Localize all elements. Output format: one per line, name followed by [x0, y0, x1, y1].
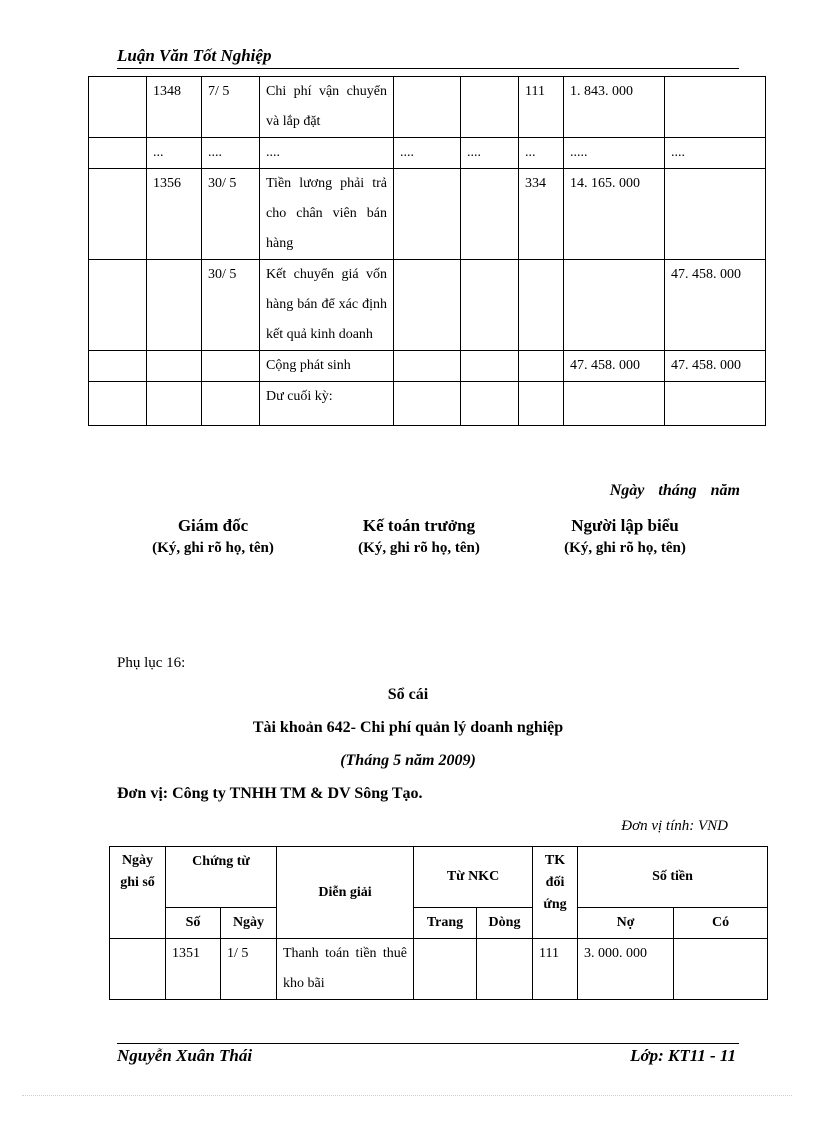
table-cell: 47. 458. 000 — [665, 260, 766, 351]
table-cell — [89, 169, 147, 260]
table-cell — [461, 351, 519, 382]
table-cell — [89, 138, 147, 169]
footer-author: Nguyễn Xuân Thái — [117, 1046, 253, 1065]
signature-role: Kế toán trưởng — [362, 516, 476, 535]
table-cell — [461, 382, 519, 426]
table-cell — [519, 260, 564, 351]
table-cell: 47. 458. 000 — [665, 351, 766, 382]
header-credit: Có — [674, 908, 768, 939]
date-line: Ngày tháng năm — [609, 482, 740, 499]
table-cell — [202, 351, 260, 382]
currency-unit: Đơn vị tính: VND — [621, 818, 728, 834]
table-cell: Kết chuyển giá vốn hàng bán để xác định kết quả kinh doanh — [260, 260, 394, 351]
header-posting-date: Ngày ghi sổ — [110, 847, 166, 939]
table-cell: 334 — [519, 169, 564, 260]
signature-note: (Ký, ghi rõ họ, tên) — [152, 540, 274, 556]
table-cell: Dư cuối kỳ: — [260, 382, 394, 426]
table-cell — [665, 382, 766, 426]
footer-rule — [117, 1043, 739, 1044]
table-cell — [89, 77, 147, 138]
table-row — [89, 169, 766, 260]
table-cell: 1351 — [166, 939, 221, 1000]
table-cell: 1356 — [147, 169, 202, 260]
table-cell: 1. 843. 000 — [564, 77, 665, 138]
header-description: Diễn giải — [277, 847, 414, 939]
table-cell — [89, 260, 147, 351]
header-voucher: Chứng từ — [166, 847, 277, 908]
signature-role: Giám đốc — [177, 516, 249, 535]
signature-role: Người lập biểu — [571, 516, 679, 535]
table-cell: ... — [519, 138, 564, 169]
table-cell — [461, 260, 519, 351]
table-cell — [89, 351, 147, 382]
table-cell — [110, 939, 166, 1000]
table-cell: ... — [147, 138, 202, 169]
table-cell — [564, 382, 665, 426]
table-cell: 111 — [533, 939, 578, 1000]
header-number: Số — [166, 908, 221, 939]
period-title: (Tháng 5 năm 2009) — [340, 752, 476, 769]
table-cell — [147, 351, 202, 382]
table-cell: 1348 — [147, 77, 202, 138]
appendix-label: Phụ lục 16: — [117, 655, 186, 671]
table-cell — [394, 351, 461, 382]
header-tk: TK đối ứng — [533, 847, 578, 939]
header-journal: Từ NKC — [414, 847, 533, 908]
table-cell — [89, 382, 147, 426]
table-cell — [477, 939, 533, 1000]
table-cell — [202, 382, 260, 426]
signature-chief-accountant — [329, 514, 509, 560]
table-cell — [414, 939, 477, 1000]
header-rule — [117, 68, 739, 69]
ledger-table-continued — [88, 76, 766, 426]
table-cell: .... — [260, 138, 394, 169]
page-header-title: Luận Văn Tốt Nghiệp — [117, 46, 272, 65]
table-cell — [147, 382, 202, 426]
header-amount: Số tiền — [578, 847, 768, 908]
table-cell: 47. 458. 000 — [564, 351, 665, 382]
footer-class: Lớp: KT11 - 11 — [630, 1046, 736, 1065]
table-row — [89, 351, 766, 382]
table-cell: Tiền lương phải trả cho chân viên bán hàng — [260, 169, 394, 260]
table-cell — [665, 169, 766, 260]
company-unit: Đơn vị: Công ty TNHH TM & DV Sông Tạo. — [117, 785, 423, 802]
table-cell: Cộng phát sinh — [260, 351, 394, 382]
table-cell: 111 — [519, 77, 564, 138]
table-cell — [674, 939, 768, 1000]
table-cell — [394, 169, 461, 260]
table-cell: 3. 000. 000 — [578, 939, 674, 1000]
table-cell — [394, 260, 461, 351]
table-cell: Chi phí vận chuyển và lắp đặt — [260, 77, 394, 138]
table-cell: 30/ 5 — [202, 260, 260, 351]
header-page: Trang — [414, 908, 477, 939]
table-cell: .... — [394, 138, 461, 169]
page-edge — [22, 1095, 792, 1096]
header-debit: Nợ — [578, 908, 674, 939]
table-row — [89, 77, 766, 138]
table-cell: .... — [202, 138, 260, 169]
table-cell — [461, 77, 519, 138]
table-cell — [394, 77, 461, 138]
header-line: Dòng — [477, 908, 533, 939]
signature-preparer — [535, 514, 715, 560]
signature-note: (Ký, ghi rõ họ, tên) — [564, 540, 686, 556]
table-cell: 30/ 5 — [202, 169, 260, 260]
table-cell — [519, 382, 564, 426]
table-cell: .... — [665, 138, 766, 169]
table-cell: ..... — [564, 138, 665, 169]
table-row — [89, 382, 766, 426]
account-title: Tài khoản 642- Chi phí quản lý doanh nghiệp — [252, 719, 564, 736]
table-row — [89, 138, 766, 169]
header-date: Ngày — [221, 908, 277, 939]
ledger-title: Sổ cái — [387, 686, 429, 703]
table-cell — [461, 169, 519, 260]
signature-director — [124, 514, 302, 560]
table-cell: .... — [461, 138, 519, 169]
ledger-table-642 — [109, 846, 768, 1000]
table-cell — [564, 260, 665, 351]
table-row — [89, 260, 766, 351]
table-cell — [147, 260, 202, 351]
table-cell — [519, 351, 564, 382]
table-cell — [394, 382, 461, 426]
table-cell: 1/ 5 — [221, 939, 277, 1000]
table-cell — [665, 77, 766, 138]
signature-note: (Ký, ghi rõ họ, tên) — [358, 540, 480, 556]
table-cell: 14. 165. 000 — [564, 169, 665, 260]
table-row — [110, 939, 768, 1000]
table-cell: Thanh toán tiền thuê kho bãi — [277, 939, 414, 1000]
table-cell: 7/ 5 — [202, 77, 260, 138]
